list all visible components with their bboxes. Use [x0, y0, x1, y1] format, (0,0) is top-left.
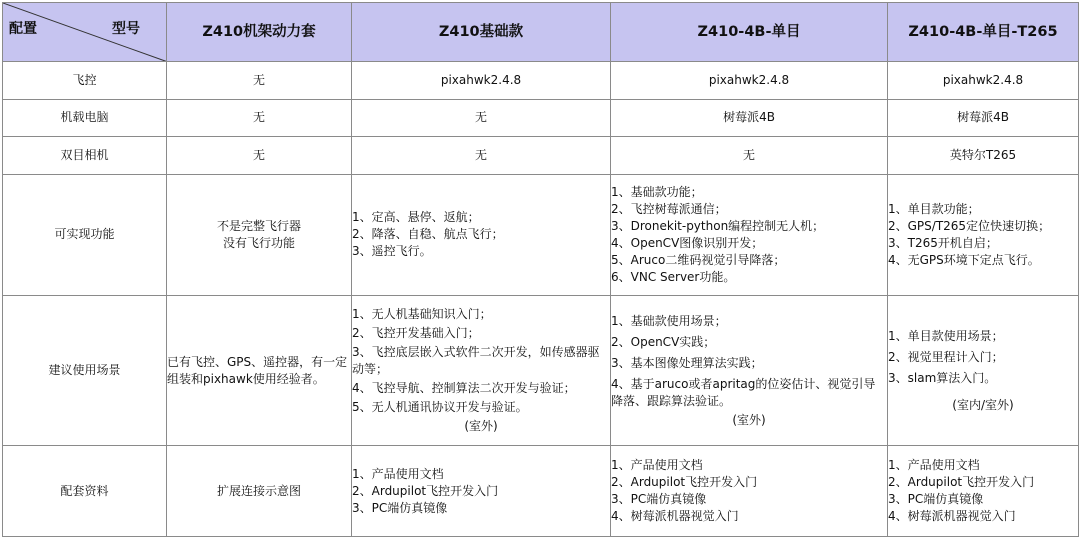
list-item: 5、无人机通讯协议开发与验证。	[352, 400, 528, 415]
list-item: 4、无GPS环境下定点飞行。	[888, 252, 1040, 267]
cell-value: 无	[167, 136, 352, 174]
list-item: 1、基础款功能；	[611, 184, 703, 199]
row-onboard-computer	[3, 99, 1079, 136]
list-item: 1、单目款功能；	[888, 201, 980, 216]
list-item: 3、飞控底层嵌入式软件二次开发，如传感器驱动等；	[352, 345, 600, 377]
cell-value: pixahwk2.4.8	[611, 62, 888, 99]
list-item: 3、T265开机自启；	[888, 235, 998, 250]
row-materials	[3, 446, 1079, 537]
model-header-4: Z410-4B-单目-T265	[888, 3, 1079, 62]
row-flight-controller	[3, 62, 1079, 99]
functions-basic-cell	[167, 174, 352, 295]
location-note: (室内/室外)	[952, 397, 1014, 412]
list-item: 1、产品使用文档	[352, 466, 444, 481]
model-header-3: Z410-4B-单目	[611, 3, 888, 62]
row-label: 配套资料	[3, 446, 167, 537]
list-item: 4、基于aruco或者apritag的位姿估计、视觉引导降落、跟踪算法验证。	[611, 376, 876, 408]
corner-header-cell	[3, 3, 167, 62]
list-item: 4、OpenCV图像识别开发；	[611, 235, 764, 250]
cell-value: 无	[611, 136, 888, 174]
list-item: 2、飞控开发基础入门；	[352, 326, 480, 341]
text-line: 不是完整飞行器	[216, 218, 301, 233]
row-label: 双目相机	[3, 136, 167, 174]
model-header-2: Z410基础款	[352, 3, 611, 62]
corner-config-label: 配置	[9, 21, 37, 37]
list-item: 2、Ardupilot飞控开发入门	[888, 475, 1035, 490]
cell-value: 无	[352, 136, 611, 174]
location-note: (室外)	[732, 412, 766, 427]
cell-value: 树莓派4B	[888, 99, 1079, 136]
list-item: 4、树莓派机器视觉入门	[888, 509, 1016, 524]
materials-basic-cell: 扩展连接示意图	[167, 446, 352, 537]
list-item: 3、PC端仿真镜像	[352, 500, 448, 515]
functions-list-cell	[888, 174, 1079, 295]
list-item: 2、OpenCV实践；	[611, 334, 716, 349]
materials-list-cell	[888, 446, 1079, 537]
row-scenarios	[3, 295, 1079, 446]
location-note: (室外)	[464, 419, 498, 434]
list-item: 1、单目款使用场景；	[888, 328, 1004, 343]
list-item: 4、树莓派机器视觉入门	[611, 509, 739, 524]
text-line: 没有飞行功能	[222, 235, 295, 250]
functions-list-cell	[352, 174, 611, 295]
row-label: 飞控	[3, 62, 167, 99]
list-item: 3、slam算法入门。	[888, 370, 997, 385]
functions-list-cell	[611, 174, 888, 295]
cell-value: 无	[167, 99, 352, 136]
list-item: 1、定高、悬停、返航；	[352, 210, 480, 225]
row-functions	[3, 174, 1079, 295]
cell-value: pixahwk2.4.8	[888, 62, 1079, 99]
list-item: 1、无人机基础知识入门；	[352, 307, 492, 322]
corner-model-label: 型号	[112, 21, 140, 37]
cell-value: 英特尔T265	[888, 136, 1079, 174]
list-item: 2、Ardupilot飞控开发入门	[352, 483, 499, 498]
list-item: 2、降落、自稳、航点飞行；	[352, 227, 504, 242]
cell-value: 无	[167, 62, 352, 99]
spec-table	[2, 2, 1079, 537]
cell-value: pixahwk2.4.8	[352, 62, 611, 99]
row-stereo-camera	[3, 136, 1079, 174]
list-item: 3、遥控飞行。	[352, 244, 432, 259]
scenarios-paragraph-cell: 已有飞控、GPS、遥控器，有一定组装和pixhawk使用经验者。	[167, 295, 352, 446]
list-item: 2、视觉里程计入门；	[888, 349, 1004, 364]
scenarios-list-cell	[888, 295, 1079, 446]
list-item: 6、VNC Server功能。	[611, 269, 736, 284]
list-item: 1、产品使用文档	[888, 458, 980, 473]
row-label: 可实现功能	[3, 174, 167, 295]
header-row	[3, 3, 1079, 62]
scenarios-list-cell	[352, 295, 611, 446]
list-item: 4、飞控导航、控制算法二次开发与验证；	[352, 381, 576, 396]
list-item: 3、PC端仿真镜像	[888, 492, 984, 507]
scenarios-list-cell	[611, 295, 888, 446]
list-item: 3、PC端仿真镜像	[611, 492, 707, 507]
list-item: 3、Dronekit-python编程控制无人机；	[611, 218, 825, 233]
list-item: 2、GPS/T265定位快速切换；	[888, 218, 1051, 233]
materials-list-cell	[611, 446, 888, 537]
list-item: 5、Aruco二维码视觉引导降落；	[611, 252, 786, 267]
list-item: 3、基本图像处理算法实践；	[611, 355, 763, 370]
list-item: 2、飞控树莓派通信；	[611, 201, 727, 216]
row-label: 机载电脑	[3, 99, 167, 136]
model-header-1: Z410机架动力套	[167, 3, 352, 62]
materials-list-cell	[352, 446, 611, 537]
list-item: 1、基础款使用场景；	[611, 313, 727, 328]
row-label: 建议使用场景	[3, 295, 167, 446]
list-item: 2、Ardupilot飞控开发入门	[611, 475, 758, 490]
cell-value: 树莓派4B	[611, 99, 888, 136]
list-item: 1、产品使用文档	[611, 458, 703, 473]
cell-value: 无	[352, 99, 611, 136]
